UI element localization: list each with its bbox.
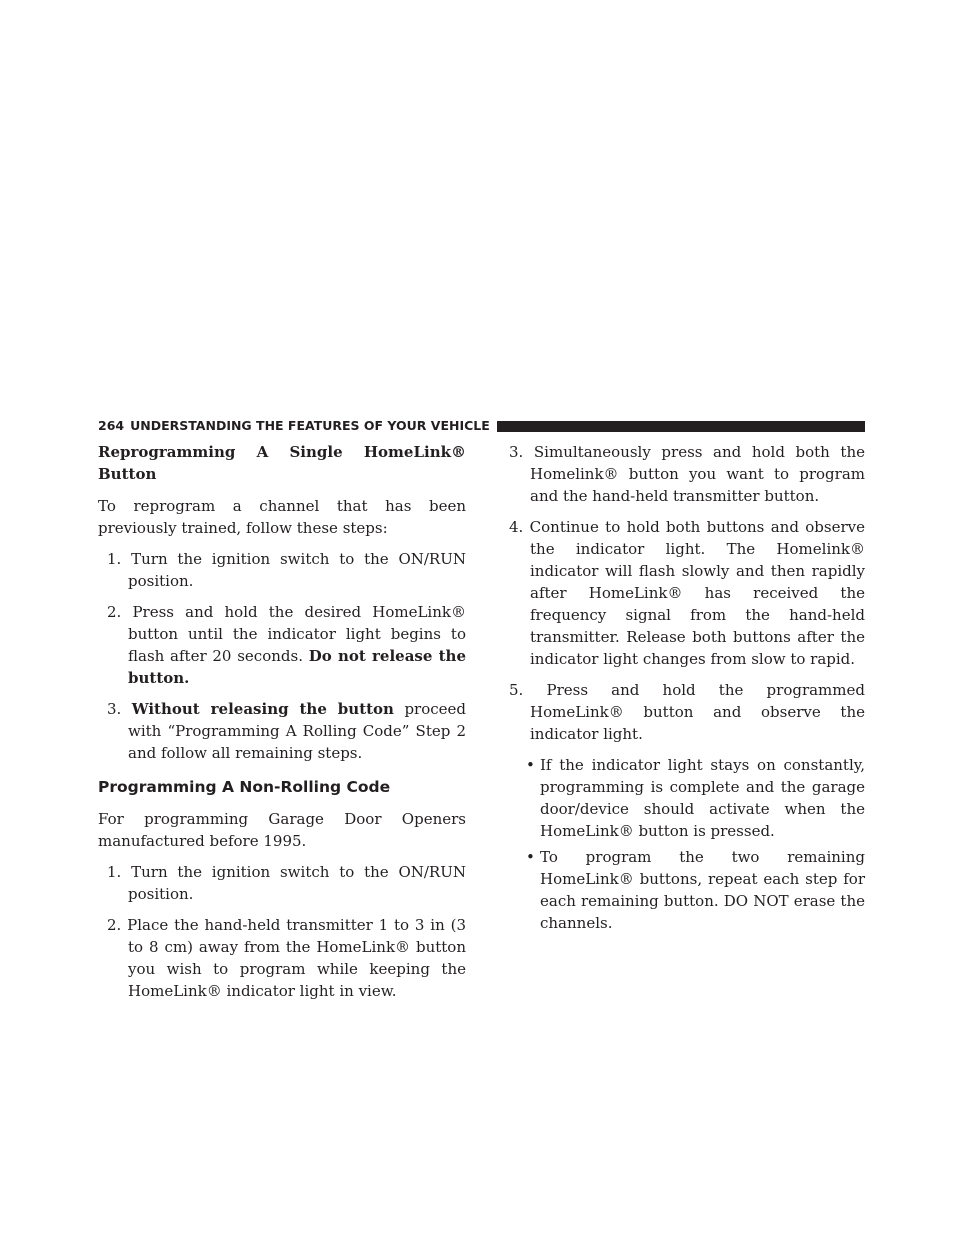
non-rolling-step-5: 5. Press and hold the programmed HomeLink® button and observe the indicator light. bbox=[509, 681, 865, 743]
bullet-icon: • bbox=[526, 756, 535, 774]
left-column bbox=[98, 441, 466, 1011]
non-rolling-step-3: 3. Simultaneously press and hold both the Homelink® button you want to program and the hand-held transmitter button. bbox=[509, 443, 865, 505]
non-rolling-intro: For programming Garage Door Openers manufactured before 1995. bbox=[98, 810, 466, 850]
bullet-icon: • bbox=[526, 848, 535, 866]
page-number: 264 bbox=[98, 418, 125, 433]
page-header bbox=[98, 418, 865, 434]
reprogram-step-1: 1. Turn the ignition switch to the ON/RUN position. bbox=[107, 550, 466, 590]
reprogram-heading: Reprogramming A Single HomeLink® Button bbox=[98, 443, 466, 483]
header-rule bbox=[497, 421, 865, 432]
reprogram-step-3: 3. Without releasing the button proceed with “Programming A Rolling Code” Step 2 and follow all remaining steps. bbox=[107, 700, 466, 762]
non-rolling-step-4: 4. Continue to hold both buttons and observe the indicator light. The Homelink® indicator will flash slowly and then rapidly after HomeLink® has received the frequency signal from the hand-held transmitter. Release both buttons after the indicator light changes from slow to rapid. bbox=[509, 518, 865, 668]
bullet-item: • To program the two remaining HomeLink® buttons, repeat each step for each remaining button. DO NOT erase the channels. bbox=[526, 848, 865, 932]
reprogram-intro: To reprogram a channel that has been previously trained, follow these steps: bbox=[98, 497, 466, 537]
bullet-item: • If the indicator light stays on constantly, programming is complete and the garage door/device should activate when the HomeLink® button is pressed. bbox=[526, 756, 865, 840]
reprogram-step-2: 2. Press and hold the desired HomeLink® button until the indicator light begins to flash after 20 seconds. Do not release the button. bbox=[107, 603, 466, 687]
section-title: UNDERSTANDING THE FEATURES OF YOUR VEHICLE bbox=[130, 418, 490, 433]
non-rolling-step-1: 1. Turn the ignition switch to the ON/RUN position. bbox=[107, 863, 466, 903]
right-column bbox=[500, 441, 865, 938]
non-rolling-step-2: 2. Place the hand-held transmitter 1 to 3 in (3 to 8 cm) away from the HomeLink® button you wish to program while keeping the HomeLink® indicator light in view. bbox=[107, 916, 466, 1000]
non-rolling-heading: Programming A Non-Rolling Code bbox=[98, 778, 391, 796]
